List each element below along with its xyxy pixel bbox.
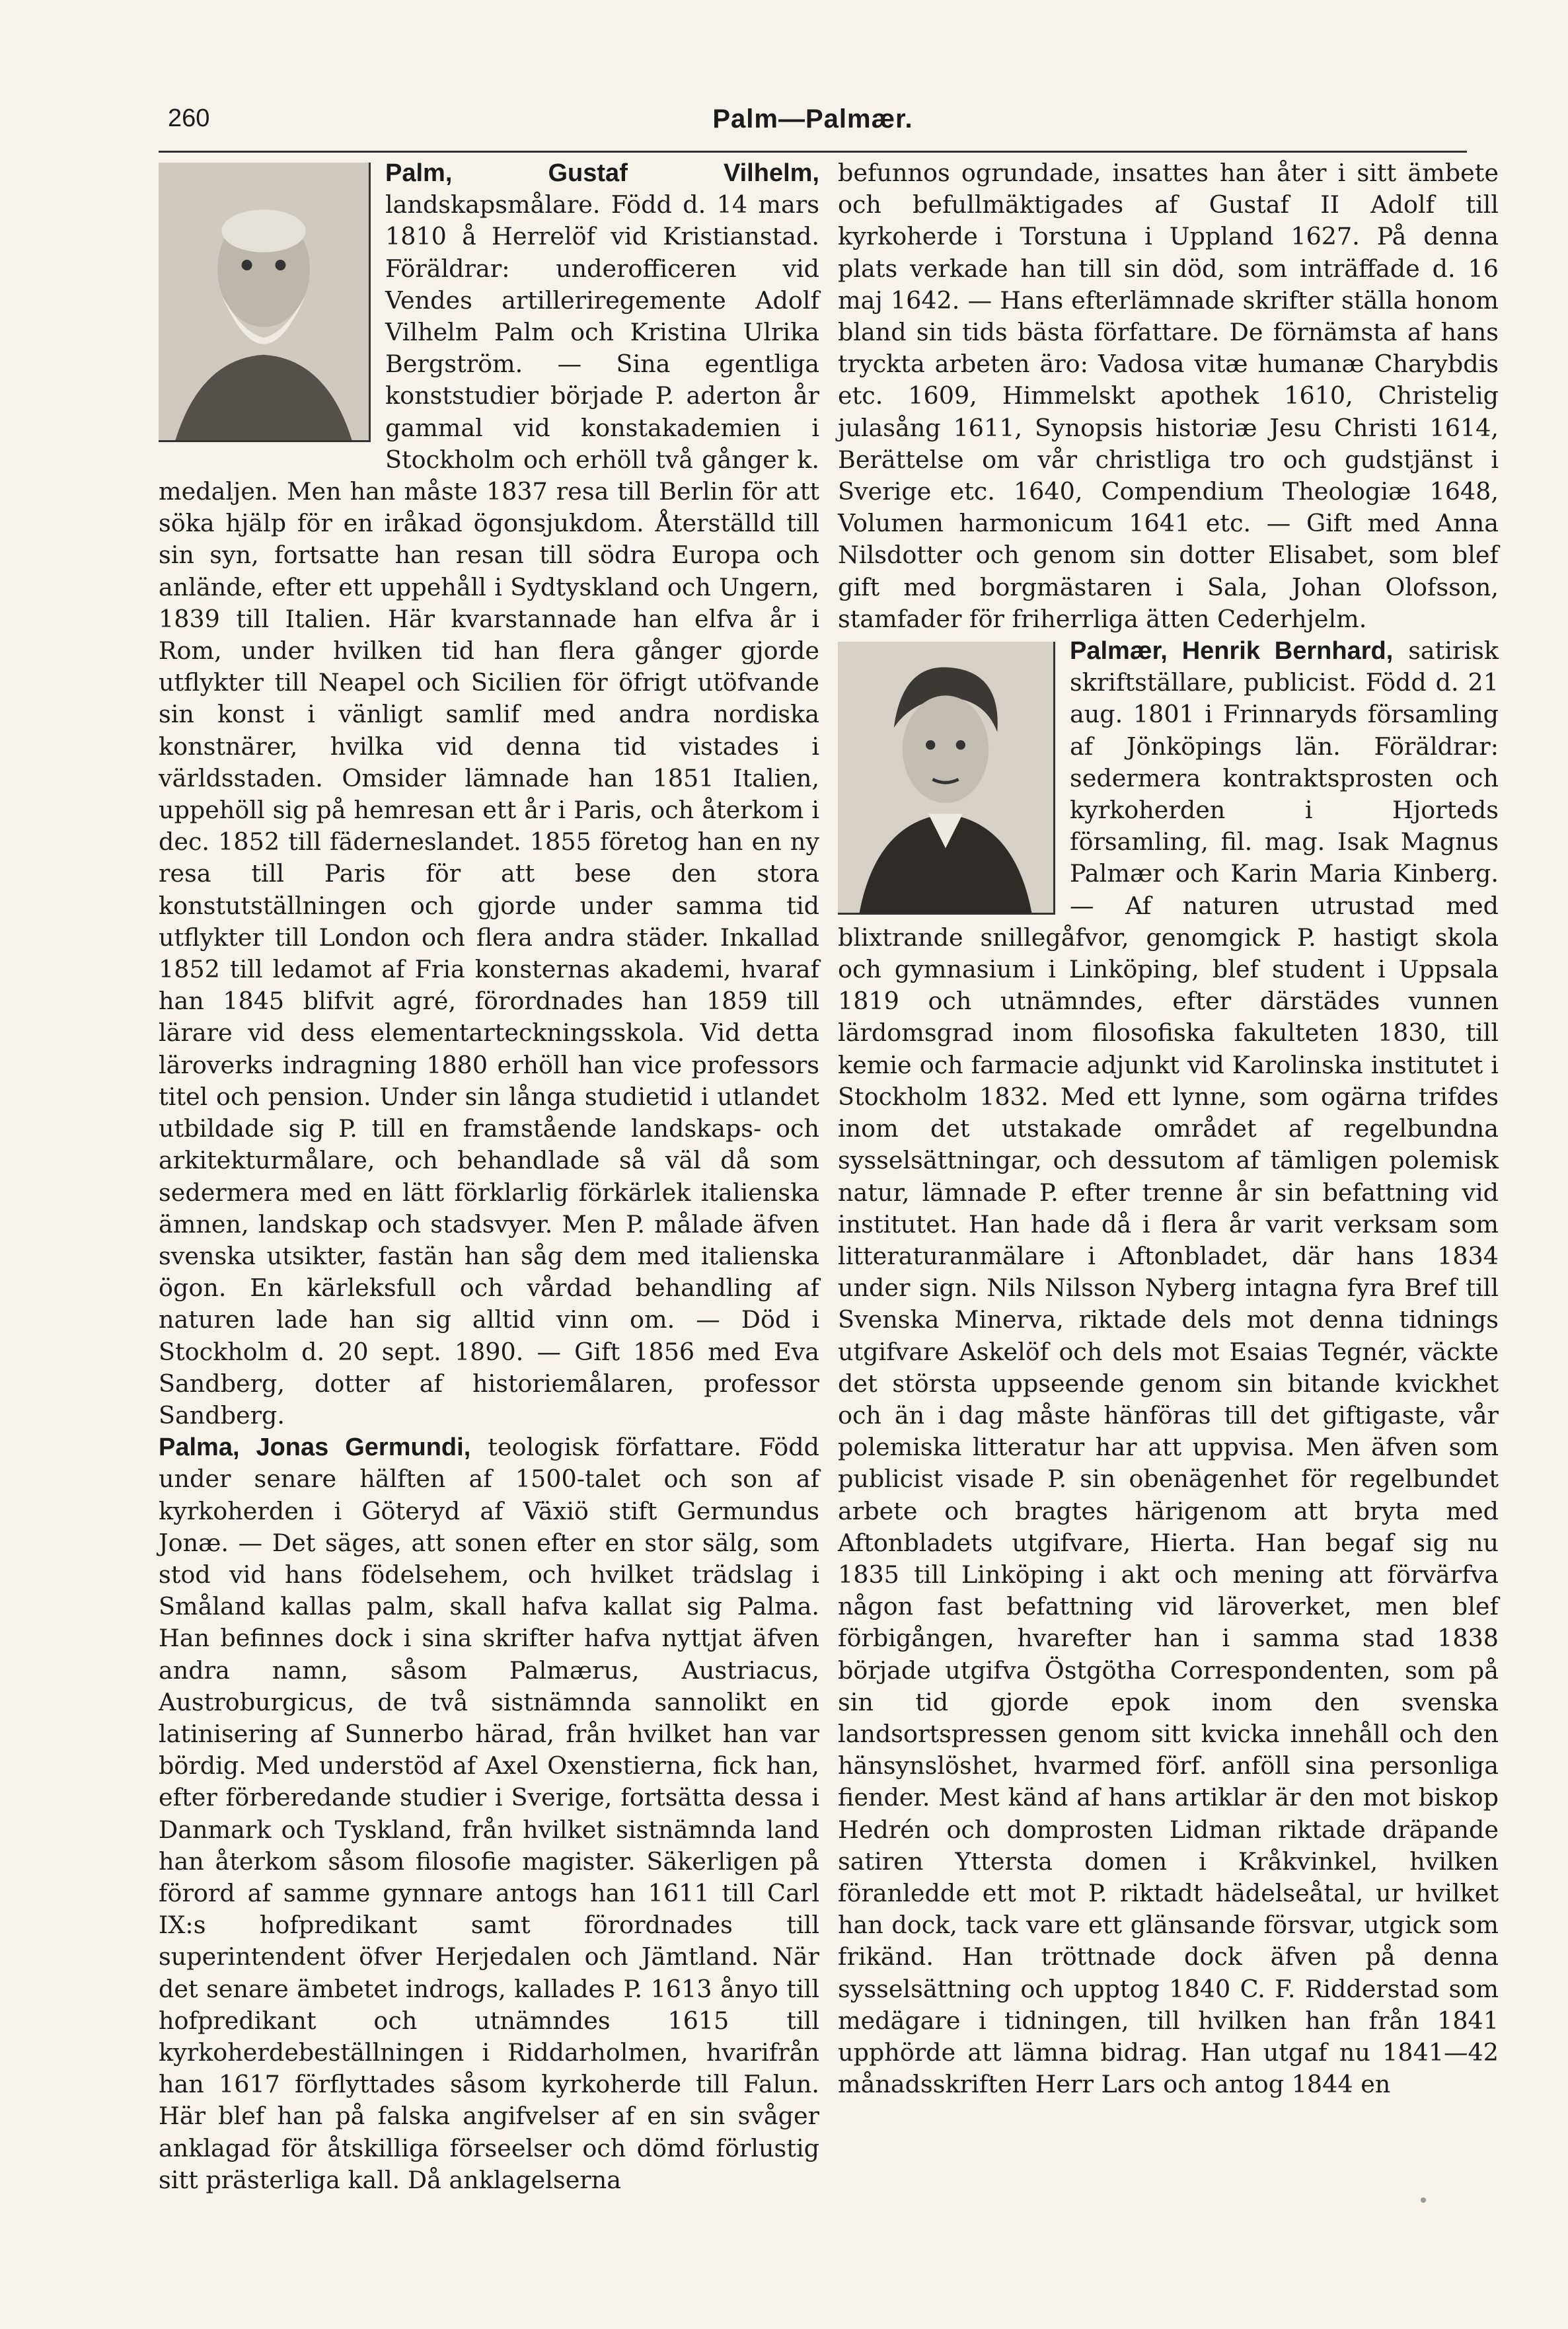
text-palmaer-henrik: satirisk skriftställare, publicist. Född d. 21 aug. 1801 i Frinnaryds församling af Jönköpings län. Föräldrar: sedermera kontraktsprosten och kyrkoherden i Hjorteds församling, fil. mag. Isak Magnus Palmær och Karin Maria Kinberg. — Af naturen utrustad med blixtrande snillegåfvor, genomgick P. hastigt skola och gymnasium i Linköping, blef student i Uppsala 1819 och utnämndes, efter därstädes vunnen lärdomsgrad inom filosofiska fakulteten 1830, till kemie och farmacie adjunkt vid Karolinska institutet i Stockholm 1832. Med ett lynne, som ogärna trifdes inom det utstakade området af regelbundna sysselsättningar, och dessutom af tämligen polemisk natur, lämnade P. efter trenne år sin befattning vid institutet. Han hade då i flera år varit verksam som litteraturanmälare i Aftonbladet, där hans 1834 under sign. Nils Nilsson Nyberg intagna fyra Bref till Svenska Minerva, riktade dels mot denna tidnings utgifvare Askelöf och dels mot Esaias Tegnér, väckte det största uppseende genom sin bitande kvickhet och än i dag måste hänföras till det giftigaste, vår polemiska litteratur har att uppvisa. Men äfven som publicist visade P. sin obenägenhet för regelbundet arbete och bragtes härigenom att bryta med Aftonbladets utgifvare, Hierta. Han begaf sig nu 1835 till Linköping i akt och mening att förvärfva någon fast befattning vid läroverket, men blef förbigången, hvarefter han i samma stad 1838 började utgifva Östgötha Correspondenten, som på sin tid gjorde epok inom den svenska landsortspressen genom sitt kvicka innehåll och den hänsynslöshet, hvarmed förf. anföll sina personliga fiender. Mest känd af hans artiklar är den mot biskop Hedrén och domprosten Lidman riktade dräpande satiren Yttersta domen i Kråkvinkel, hvilken föranledde ett mot P. riktadt hädelseåtal, ur hvilket han dock, tack vare ett glänsande försvar, utgick som frikänd. Han tröttnade dock äfven på denna sysselsättning och upptog 1840 C. F. Ridderstad som medägare i tidningen, till hvilken han från 1841 upphörde att lämna bidrag. Han utgaf nu 1841—42 månadsskriften Herr Lars och antog 1844 en bbox=[838, 636, 1499, 2099]
header-rule bbox=[159, 151, 1467, 153]
portrait-palm-icon bbox=[159, 163, 371, 442]
entry-palm-gustaf bbox=[159, 157, 819, 1432]
headword-palma-jonas: Palma, Jonas Germundi, bbox=[159, 1433, 471, 1462]
page-number: 260 bbox=[168, 104, 210, 132]
running-head: Palm—Palmær. bbox=[712, 104, 913, 134]
page-header bbox=[159, 104, 1467, 144]
entry-palma-jonas bbox=[159, 1432, 819, 2196]
entry-palmaer-henrik bbox=[838, 635, 1499, 2100]
left-column bbox=[159, 157, 820, 2194]
right-column bbox=[838, 157, 1499, 2180]
entry-palma-jonas-cont bbox=[838, 157, 1499, 635]
text-palma-jonas-right: befunnos ogrundade, insattes han åter i sitt ämbete och befullmäktigades af Gustaf II Adolf till kyrkoherde i Torstuna i Uppland 1627. På denna plats verkade han till sin död, som inträffade d. 16 maj 1642. — Hans efterlämnade skrifter ställa honom bland sin tids bästa författare. De förnämsta af hans tryckta arbeten äro: Vadosa vitæ humanæ Charybdis etc. 1609, Himmelskt apothek 1610, Christelig julasång 1611, Synopsis historiæ Jesu Christi 1614, Berättelse om vår christliga tro och gudstjänst i Sverige etc. 1640, Compendium Theologiæ 1648, Volumen harmonicum 1641 etc. — Gift med Anna Nilsdotter och genom sin dotter Elisabet, som blef gift med borgmästaren i Sala, Johan Olofsson, stamfader för friherrliga ätten Cederhjelm. bbox=[838, 159, 1499, 633]
portrait-palmaer-icon bbox=[838, 642, 1055, 915]
headword-palmaer-henrik: Palmær, Henrik Bernhard, bbox=[1070, 637, 1394, 666]
text-palm-gustaf: landskapsmålare. Född d. 14 mars 1810 å Herrelöf vid Kristianstad. Föräldrar: underofficeren vid Vendes artilleriregemente Adolf Vilhelm Palm och Kristina Ulrika Bergström. — Sina egentliga konststudier började P. aderton år gammal vid konstakademien i Stockholm och erhöll två gånger k. medaljen. Men han måste 1837 resa till Berlin för att söka hjälp för en iråkad ögonsjukdom. Återställd till sin syn, fortsatte han resan till södra Europa och anlände, efter ett uppehåll i Sydtyskland och Ungern, 1839 till Italien. Här kvarstannade han elfva år i Rom, under hvilken tid han flera gånger gjorde utflykter till Neapel och Sicilien för öfrigt utöfvande sin konst i vänligt samlif med andra nordiska konstnärer, hvilka vid denna tid vistades i världsstaden. Omsider lämnade han 1851 Italien, uppehöll sig på hemresan ett år i Paris, och återkom i dec. 1852 till fäderneslandet. 1855 företog han en ny resa till Paris för att bese den stora konstutställningen och gjorde under samma tid utflykter till London och flera andra städer. Inkallad 1852 till ledamot af Fria konsternas akademi, hvaraf han 1845 blifvit agré, förordnades han 1859 till lärare vid dess elementarteckningsskola. Vid detta läroverks indragning 1880 erhöll han vice professors titel och pension. Under sin långa studietid i utlandet utbildade sig P. till en framstående landskaps- och arkitekturmålare, och behandlade så väl då som sedermera med en lätt förklarlig förkärlek italienska ämnen, landskap och stadsvyer. Men P. målade äfven svenska utsikter, fastän han såg dem med italienska ögon. En kärleksfull och vårdad behandling af naturen lade han sig alltid vinn om. — Död i Stockholm d. 20 sept. 1890. — Gift 1856 med Eva Sandberg, dotter af historiemålaren, professor Sandberg. bbox=[159, 190, 819, 1430]
text-palma-jonas-left: teologisk författare. Född under senare hälften af 1500-talet och son af kyrkoherden i Göteryd af Växiö stift Germundus Jonæ. — Det säges, att sonen efter en stor sälg, som stod vid hans födelsehem, och hvilket trädslag i Småland kallas palm, skall hafva kallat sig Palma. Han befinnes dock i sina skrifter hafva nyttjat äfven andra namn, såsom Palmærus, Austriacus, Austroburgicus, de två sistnämnda sannolikt en latinisering af Sunnerbo härad, från hvilket han var bördig. Med understöd af Axel Oxenstierna, fick han, efter förberedande studier i Sverige, fortsätta dessa i Danmark och Tyskland, från hvilket sistnämnda land han återkom såsom filosofie magister. Säkerligen på förord af samme gynnare antogs han 1611 till Carl IX:s hofpredikant samt förordnades till superintendent öfver Herjedalen och Jämtland. När det senare ämbetet indrogs, kallades P. 1613 ånyo till hofpredikant och utnämndes 1615 till kyrkoherdebeställningen i Riddarholmen, hvarifrån han 1617 förflyttades såsom kyrkoherde till Falun. Här blef han på falska angifvelser af en sin svåger anklagad för åtskilliga förseelser och dömd förlustig sitt prästerliga kall. Då anklagelserna bbox=[159, 1433, 820, 2194]
printer-mark bbox=[1421, 2197, 1426, 2203]
headword-palm-gustaf: Palm, Gustaf Vilhelm, bbox=[385, 159, 819, 187]
